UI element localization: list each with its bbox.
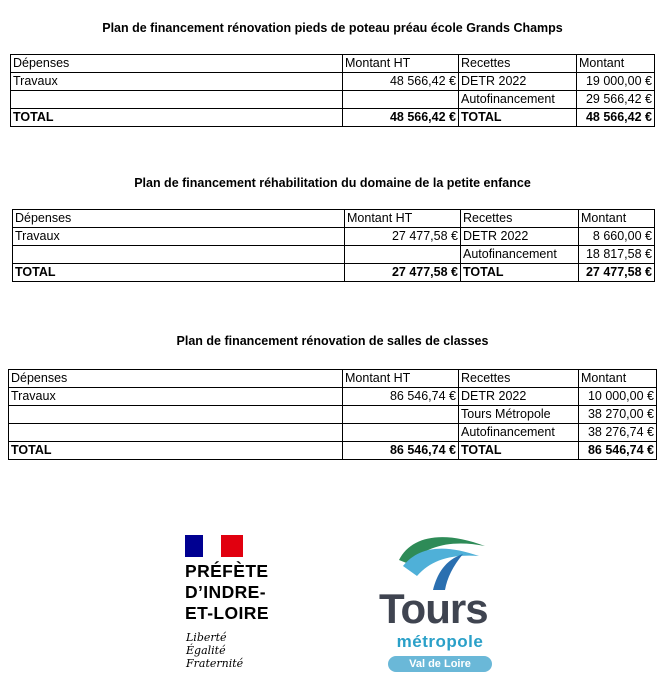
header-cell: Montant HT [343, 55, 459, 73]
republic-motto: Liberté Égalité Fraternité [186, 631, 244, 670]
metropole-wordmark: métropole [396, 632, 484, 651]
total-row [9, 442, 657, 460]
total-cell: 48 566,42 € [343, 109, 459, 127]
table-cell: Autofinancement [459, 424, 579, 442]
table-cell: Autofinancement [459, 91, 577, 109]
financing-table-1 [10, 54, 655, 127]
total-cell: TOTAL [459, 109, 577, 127]
total-cell: 86 546,74 € [579, 442, 657, 460]
prefecture-logo [185, 535, 305, 675]
plan-title-3: Plan de financement rénovation de salles de classes [176, 334, 489, 348]
header-cell: Montant [577, 55, 655, 73]
table-row [9, 406, 657, 424]
french-flag-icon [185, 535, 243, 557]
table-cell: 38 276,74 € [579, 424, 657, 442]
header-cell: Montant [579, 210, 655, 228]
header-cell: Recettes [459, 55, 577, 73]
table-cell: Travaux [13, 228, 345, 246]
total-cell: 27 477,58 € [345, 264, 461, 282]
table-cell [343, 406, 459, 424]
table-cell: 86 546,74 € [343, 388, 459, 406]
table-cell: DETR 2022 [459, 388, 579, 406]
table-cell: Tours Métropole [459, 406, 579, 424]
table-row [13, 228, 655, 246]
table-cell: 27 477,58 € [345, 228, 461, 246]
val-de-loire-badge: Val de Loire [388, 656, 492, 672]
plan-title-2: Plan de financement réhabilitation du domaine de la petite enfance [134, 176, 531, 190]
table-header-row [13, 210, 655, 228]
table-row [13, 246, 655, 264]
tours-wordmark: Tours [379, 585, 488, 632]
table-cell [11, 91, 343, 109]
table-cell [345, 246, 461, 264]
table-header-row [9, 370, 657, 388]
table-row [9, 424, 657, 442]
tours-metropole-logo [375, 530, 505, 675]
table-cell [343, 91, 459, 109]
total-cell: TOTAL [461, 264, 579, 282]
header-cell: Dépenses [13, 210, 345, 228]
table-cell: DETR 2022 [461, 228, 579, 246]
total-cell: 27 477,58 € [579, 264, 655, 282]
total-cell: TOTAL [459, 442, 579, 460]
total-row [11, 109, 655, 127]
table-cell [13, 246, 345, 264]
header-cell: Recettes [459, 370, 579, 388]
table-cell: 48 566,42 € [343, 73, 459, 91]
financing-table-2 [12, 209, 655, 282]
financing-table-3 [8, 369, 657, 460]
prefecture-name: PRÉFÈTE D’INDRE- ET-LOIRE [185, 561, 269, 623]
table-cell: Travaux [9, 388, 343, 406]
total-cell: 86 546,74 € [343, 442, 459, 460]
table-cell: Travaux [11, 73, 343, 91]
plan-title-1: Plan de financement rénovation pieds de poteau préau école Grands Champs [102, 21, 563, 35]
table-cell [9, 406, 343, 424]
total-cell: TOTAL [9, 442, 343, 460]
total-row [13, 264, 655, 282]
table-cell [343, 424, 459, 442]
table-row [11, 91, 655, 109]
table-header-row [11, 55, 655, 73]
table-cell: 8 660,00 € [579, 228, 655, 246]
table-cell: 19 000,00 € [577, 73, 655, 91]
total-cell: TOTAL [11, 109, 343, 127]
table-cell [9, 424, 343, 442]
table-row [11, 73, 655, 91]
table-cell: DETR 2022 [459, 73, 577, 91]
table-row [9, 388, 657, 406]
total-cell: TOTAL [13, 264, 345, 282]
table-cell: 38 270,00 € [579, 406, 657, 424]
header-cell: Dépenses [9, 370, 343, 388]
header-cell: Recettes [461, 210, 579, 228]
header-cell: Dépenses [11, 55, 343, 73]
table-cell: 29 566,42 € [577, 91, 655, 109]
header-cell: Montant HT [345, 210, 461, 228]
table-cell: 10 000,00 € [579, 388, 657, 406]
total-cell: 48 566,42 € [577, 109, 655, 127]
tours-metropole-mark-icon [393, 530, 488, 592]
table-cell: 18 817,58 € [579, 246, 655, 264]
header-cell: Montant [579, 370, 657, 388]
header-cell: Montant HT [343, 370, 459, 388]
table-cell: Autofinancement [461, 246, 579, 264]
